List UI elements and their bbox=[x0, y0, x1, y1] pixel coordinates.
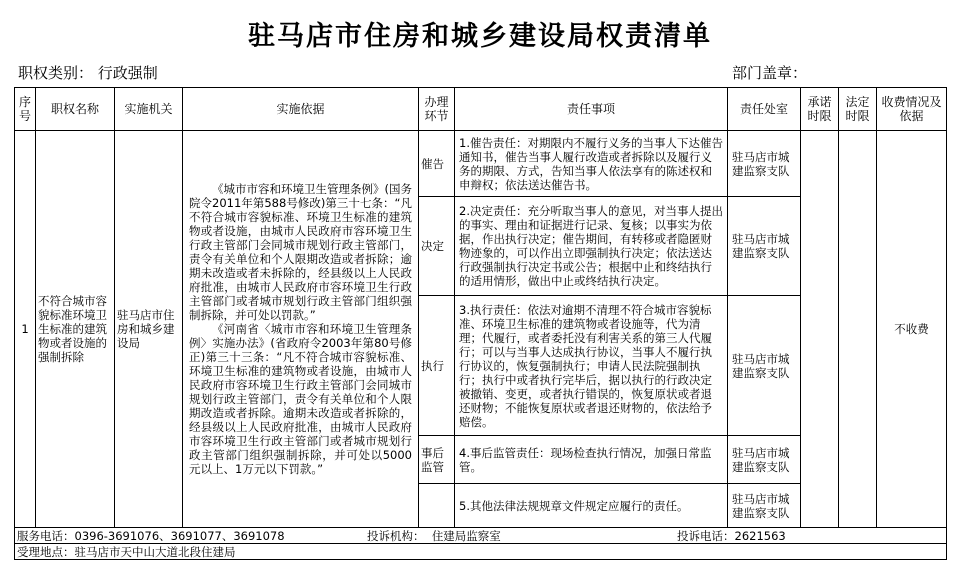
header-basis: 实施依据 bbox=[183, 88, 419, 131]
footer-contact-row bbox=[15, 528, 947, 544]
header-step: 办理环节 bbox=[419, 88, 455, 131]
step-3: 执行 bbox=[419, 296, 455, 436]
header-agency: 实施机关 bbox=[115, 88, 183, 131]
record-fee: 不收费 bbox=[877, 131, 947, 528]
complaint-phone-label: 投诉电话： bbox=[677, 528, 735, 543]
power-category bbox=[18, 62, 158, 83]
record-agency: 驻马店市住房和城乡建设局 bbox=[115, 131, 183, 528]
office-5: 驻马店市城建监察支队 bbox=[728, 484, 801, 528]
complaint-phone-value: 2621563 bbox=[734, 528, 786, 543]
duty-4: 4.事后监管责任：现场检查执行情况，加强日常监管。 bbox=[455, 436, 728, 484]
header-legal: 法定时限 bbox=[839, 88, 877, 131]
power-category-value: 行政强制 bbox=[97, 64, 158, 82]
header-office: 责任处室 bbox=[728, 88, 801, 131]
duty-2: 2.决定责任：充分听取当事人的意见，对当事人提出的事实、理由和证据进行记录、复核；以事实为依据，作出执行决定；催告期间，有转移或者隐匿财物迹象的，可以作出立即强制执行决定；依法送达行政强制执行决定书或公告；根据中止和终结执行的适用情形，做出中止或终结执行决定。 bbox=[455, 197, 728, 296]
basis-paragraph-1: 《城市市容和环境卫生管理条例》(国务院令2011年第588号修改)第三十七条：“凡不符合城市容貌标准、环境卫生标准的建筑物或者设施，由城市人民政府市容环境卫生行政主管部门会同城市规划行政主管部门，责令有关单位和个人限期改造或者拆除；逾期未改造或者未拆除的，经县级以上人民政府批准，由城市人民政府市容环境卫生行政主管部门或者城市规划行政主管部门组织强制拆除，并可处以罚款。” bbox=[189, 182, 412, 322]
address-label: 受理地点： bbox=[17, 544, 75, 559]
power-category-label: 职权类别： bbox=[18, 64, 94, 82]
header-name: 职权名称 bbox=[36, 88, 115, 131]
complaint-org-label: 投诉机构： bbox=[367, 528, 425, 543]
step-2: 决定 bbox=[419, 197, 455, 296]
service-phone bbox=[17, 529, 367, 543]
legal-limit bbox=[839, 131, 877, 528]
record-name: 不符合城市容貌标准环境卫生标准的建筑物或者设施的强制拆除 bbox=[36, 131, 115, 528]
header-seq: 序号 bbox=[15, 88, 36, 131]
duty-3: 3.执行责任：依法对逾期不清理不符合城市容貌标准、环境卫生标准的建筑物或者设施等，代为清理；代履行，或者委托没有利害关系的第三人代履行；可以与当事人达成执行协议，当事人不履行执行协议的，恢复强制执行；申请人民法院强制执行；执行中或者执行完毕后，据以执行的行政决定被撤销、变更，或者执行错误的，恢复原状或者退还财物；不能恢复原状或者退还财物的，依法给予赔偿。 bbox=[455, 296, 728, 436]
complaint-org-value: 住建局监察室 bbox=[431, 528, 501, 543]
step-1: 催告 bbox=[419, 131, 455, 197]
footer-address bbox=[15, 544, 947, 560]
record-basis bbox=[183, 131, 419, 528]
address-value: 驻马店市天中山大道北段住建局 bbox=[74, 544, 236, 559]
page-title: 驻马店市住房和城乡建设局权责清单 bbox=[248, 21, 712, 52]
record-seq: 1 bbox=[15, 131, 36, 528]
step-4: 事后监管 bbox=[419, 436, 455, 484]
table-row bbox=[15, 131, 947, 197]
basis-paragraph-2: 《河南省〈城市市容和环境卫生管理条例〉实施办法》(省政府令2003年第80号修正)第三十三条：“凡不符合城市容貌标准、环境卫生标准的建筑物或者设施，由城市人民政府市容环境卫生行政主管部门会同城市规划行政主管部门，责令有关单位和个人限期改造或者拆除。逾期未改造或者拆除的，经县级以上人民政府批准，由城市人民政府市容环境卫生行政主管部门或者城市规划行政主管部门组织强制拆除，并可处以5000元以上、1万元以下罚款。” bbox=[189, 322, 412, 476]
service-phone-value: 0396-3691076、3691077、3691078 bbox=[74, 528, 285, 543]
duty-1: 1.催告责任：对期限内不履行义务的当事人下达催告通知书，催告当事人履行改造或者拆除以及履行义务的期限、方式，告知当事人依法享有的陈述权和申辩权；依法送达催告书。 bbox=[455, 131, 728, 197]
office-4: 驻马店市城建监察支队 bbox=[728, 436, 801, 484]
footer-contact bbox=[15, 528, 947, 544]
duty-5: 5.其他法律法规规章文件规定应履行的责任。 bbox=[455, 484, 728, 528]
header-promise: 承诺时限 bbox=[801, 88, 839, 131]
complaint-org bbox=[367, 529, 677, 543]
office-2: 驻马店市城建监察支队 bbox=[728, 197, 801, 296]
dept-seal-label: 部门盖章： bbox=[732, 64, 808, 82]
office-3: 驻马店市城建监察支队 bbox=[728, 296, 801, 436]
promise-limit bbox=[801, 131, 839, 528]
responsibility-table bbox=[14, 87, 947, 560]
header-duty: 责任事项 bbox=[455, 88, 728, 131]
service-phone-label: 服务电话： bbox=[17, 528, 75, 543]
footer-address-row bbox=[15, 544, 947, 560]
header-fee: 收费情况及依据 bbox=[877, 88, 947, 131]
complaint-phone bbox=[677, 529, 786, 543]
step-5 bbox=[419, 484, 455, 528]
header-row bbox=[15, 88, 947, 131]
office-1: 驻马店市城建监察支队 bbox=[728, 131, 801, 197]
